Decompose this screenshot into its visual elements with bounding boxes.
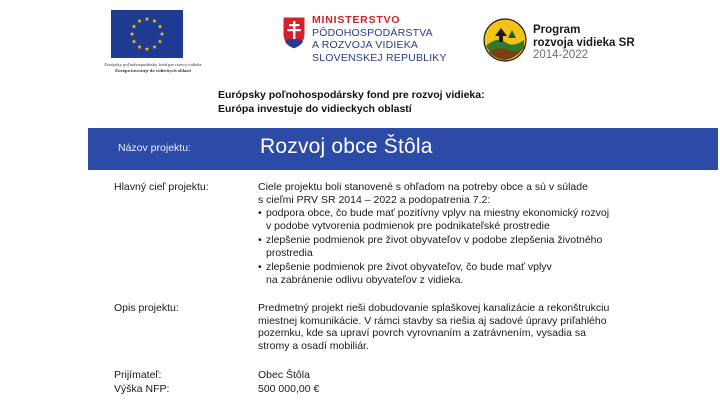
goal-label: Hlavný cieľ projektu: xyxy=(114,181,209,193)
goal-text xyxy=(258,181,678,288)
ministry-line-2: PÔDOHOSPODÁRSTVA xyxy=(312,26,433,39)
goal-item-1-line-1: • podpora obce, čo bude mať pozitívny vplyv na miestny ekonomický rozvoj xyxy=(266,207,610,219)
list-item xyxy=(258,261,678,286)
recipient-value: Obec Štôla xyxy=(258,369,310,381)
goal-intro-1: Ciele projektu boli stanovené s ohľadom na potreby obce a sú v súlade xyxy=(258,181,588,193)
eu-caption xyxy=(93,62,213,74)
project-name-label: Názov projektu: xyxy=(118,142,191,154)
program-line-1: Program xyxy=(533,24,581,36)
goal-item-3-line-1: • zlepšenie podmienok pre život obyvateľov, čo bude mať vplyv xyxy=(266,261,552,273)
nfp-label: Výška NFP: xyxy=(114,383,170,395)
logo-strip xyxy=(0,0,720,80)
ministry-line-4: SLOVENSKEJ REPUBLIKY xyxy=(312,51,447,64)
eu-logo xyxy=(93,10,213,82)
fund-heading xyxy=(218,88,485,116)
goal-intro-2: s cieľmi PRV SR 2014 – 2022 a podopatrenia 7.2: xyxy=(258,193,491,206)
list-item xyxy=(258,234,678,259)
ministry-name xyxy=(312,14,447,64)
program-logo xyxy=(483,18,683,68)
goal-item-3-line-2: na zabránenie odlivu obyvateľov z vidieka. xyxy=(266,273,464,286)
slovak-crest-icon xyxy=(282,16,306,50)
program-years: 2014-2022 xyxy=(533,49,588,61)
description-line-4: stromy a osadí mobiliár. xyxy=(258,339,369,352)
program-name xyxy=(533,24,635,62)
description-label: Opis projektu: xyxy=(114,302,179,314)
goal-list xyxy=(258,207,678,286)
ministry-line-3: A ROZVOJA VIDIEKA xyxy=(312,39,419,51)
recipient-label: Prijímateľ: xyxy=(114,369,162,381)
project-name-bar xyxy=(88,128,718,170)
description-text xyxy=(258,302,678,352)
fund-line-2: Európa investuje do vidieckych oblastí xyxy=(218,103,412,115)
eu-caption-line2: Európa investuje do vidieckych oblastí xyxy=(115,68,191,73)
goal-item-2-line-1: • zlepšenie podmienok pre život obyvateľov v podobe zlepšenia životného xyxy=(266,234,603,246)
fund-line-1: Európsky poľnohospodársky fond pre rozvoj vidieka: xyxy=(218,89,485,101)
goal-item-1-line-2: v podobe vytvorenia podmienok pre podnikateľské prostredie xyxy=(266,219,550,232)
list-item xyxy=(258,207,678,232)
description-line-2: miestnej komunikácie. V rámci stavby sa riešia aj sadové úpravy priľahlého xyxy=(258,314,607,327)
project-name-value: Rozvoj obce Štôla xyxy=(260,135,433,158)
goal-item-2-line-2: prostredia xyxy=(266,246,313,259)
program-line-2: rozvoja vidieka SR xyxy=(533,36,635,49)
description-line-3: pozemku, kde sa upraví povrch vyrovnaním a zatrávnením, vysadia sa xyxy=(258,327,586,339)
nfp-value: 500 000,00 € xyxy=(258,383,320,395)
description-line-1: Predmetný projekt rieši dobudovanie splaškovej kanalizácie a rekonštrukciu xyxy=(258,302,610,314)
ministry-logo xyxy=(282,14,452,74)
program-emblem-icon xyxy=(483,18,527,62)
eu-flag-icon xyxy=(111,10,183,58)
ministry-line-1: MINISTERSTVO xyxy=(312,14,401,26)
eu-caption-line1: Európsky poľnohospodársky fond pre rozvoj vidieka xyxy=(104,62,202,67)
